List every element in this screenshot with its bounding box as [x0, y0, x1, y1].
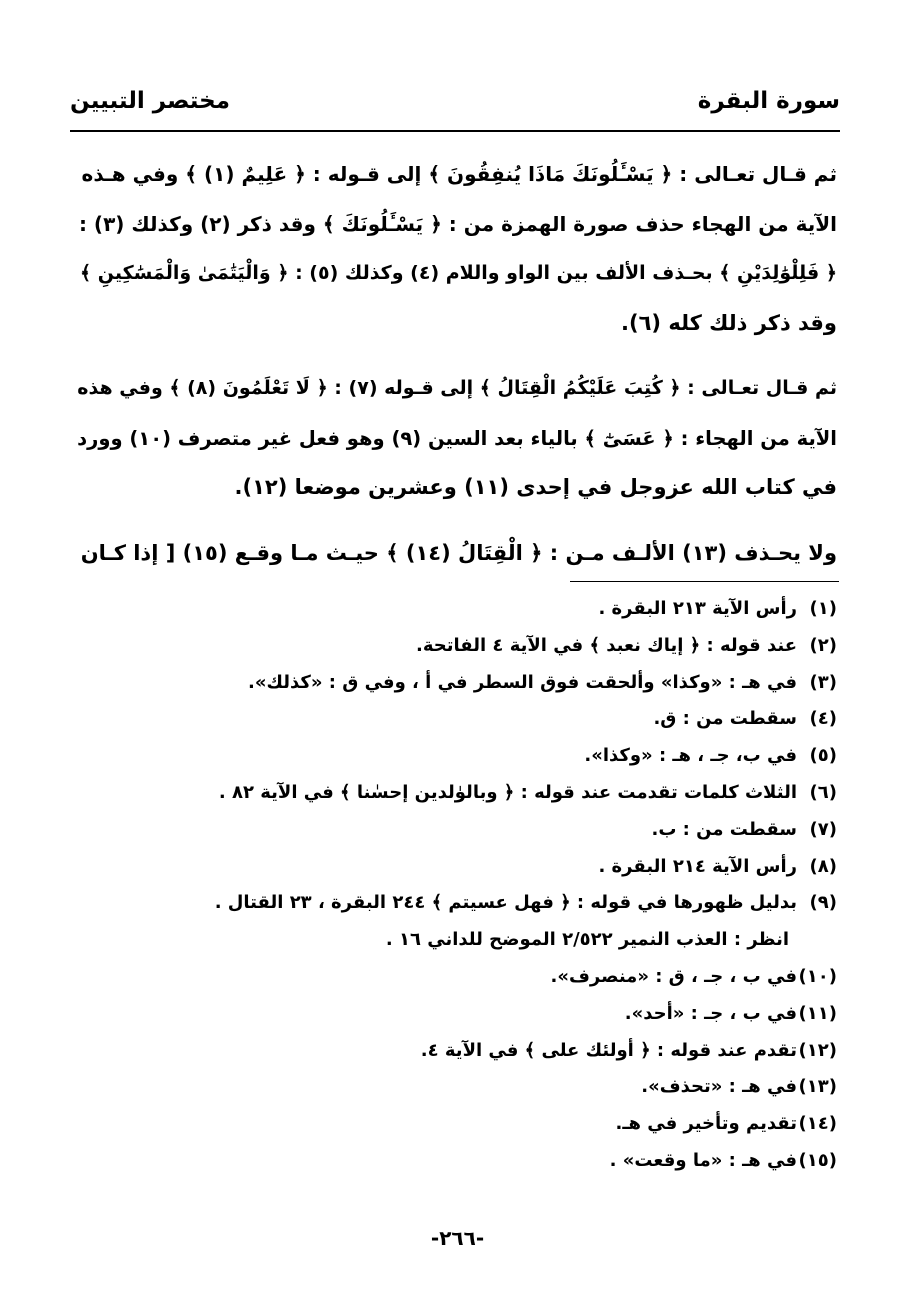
footnote-number: (٢): [809, 634, 837, 656]
paragraph: [75, 529, 837, 579]
footnote-text: في ب ، جـ : «أحد».: [624, 1002, 797, 1024]
text-line: في كتاب الله عزوجل في إحدى (١١) وعشرين موضعا (١٢).: [234, 475, 837, 499]
footnote-number: (١٣): [798, 1076, 837, 1098]
footnotes: [200, 591, 837, 1180]
footnote: [200, 812, 837, 849]
footnote-text: رأس الآية ٢١٣ البقرة .: [598, 598, 797, 619]
running-header: [70, 88, 840, 128]
footnote-number: (١٠): [798, 965, 837, 987]
footnote-text: في ب ، جـ ، ق : «منصرف».: [550, 965, 797, 987]
footnote-number: (١٤): [798, 1113, 837, 1135]
footnote-text: انظر : العذب النمير ٢/٥٢٢ الموضح للداني ١٦ .: [385, 929, 789, 951]
paragraph: [75, 364, 837, 513]
text-line: ولا يحـذف (١٣) الألـف مـن : ﴿ الْقِتَالُ (١٤) ﴾ حيـث مـا وقـع (١٥) [ إذا كـان: [80, 540, 837, 565]
footnote: [200, 1106, 837, 1143]
footnote: [200, 1143, 837, 1180]
footnote: [200, 1033, 837, 1070]
footnote-text: الثلاث كلمات تقدمت عند قوله : ﴿ وبالوٰلدين إحسٰنا ﴾ في الآية ٨٢ .: [218, 781, 797, 803]
footnote: [200, 885, 837, 922]
text-line: الآية من الهجاء : ﴿ عَسَىٰٓ ﴾ بالياء بعد السين (٩) وهو فعل غير متصرف (١٠) وورد: [77, 426, 837, 450]
header-rule: [70, 130, 840, 132]
text-line: ﴿ فَلِلْوَٰلِدَيْنِ ﴾ بحـذف الألف بين الواو واللام (٤) وكذلك (٥) : ﴿ وَالْيَتَٰمَىٰ وَالْمَسَٰكِينِ ﴾: [79, 262, 837, 284]
footnote-number: (٧): [809, 818, 837, 840]
footnote: [200, 591, 837, 628]
footnote: [200, 665, 837, 702]
footnote-text: تقدم عند قوله : ﴿ أولئك على ﴾ في الآية ٤.: [420, 1039, 797, 1061]
footnote-number: (١١): [798, 1002, 837, 1024]
footnote-text: في ب، جـ ، هـ : «وكذا».: [584, 745, 797, 767]
footnote-text: في هـ : «وكذا» وألحقت فوق السطر في أ ، وفي ق : «كذلك».: [248, 671, 797, 693]
paragraph: [75, 150, 837, 348]
footnote-text: عند قوله : ﴿ إياك نعبد ﴾ في الآية ٤ الفاتحة.: [416, 634, 797, 656]
text-line: ثم قـال تعـالى : ﴿ كُتِبَ عَلَيْكُمُ الْقِتَالُ ﴾ إلى قـوله (٧) : ﴿ لَا تَعْلَمُونَ (٨) ﴾ وفي هذه: [77, 377, 837, 399]
text-line: وقد ذكر ذلك كله (٦).: [621, 310, 837, 335]
footnote-continuation: [200, 922, 837, 959]
footnote: [200, 996, 837, 1033]
footnote-number: (٦): [809, 781, 837, 803]
footnote-text: سقطت من : ب.: [651, 818, 797, 840]
footnote-number: (١٥): [798, 1149, 837, 1171]
main-text: [75, 150, 837, 594]
footnote-number: (٩): [809, 892, 837, 914]
footnote: [200, 959, 837, 996]
footnote-number: (٣): [809, 671, 837, 693]
footnote: [200, 849, 837, 886]
footnote-text: بدليل ظهورها في قوله : ﴿ فهل عسيتم ﴾ ٢٤٤ البقرة ، ٢٣ القتال .: [214, 892, 797, 914]
footnote-separator: [570, 581, 839, 582]
footnote-number: (٨): [809, 855, 837, 877]
footnote: [200, 701, 837, 738]
footnote-number: (٤): [809, 708, 837, 730]
book-title: مختصر التبيين: [70, 88, 230, 114]
footnote: [200, 628, 837, 665]
footnote-number: (١٢): [798, 1039, 837, 1061]
footnote: [200, 775, 837, 812]
footnote-text: سقطت من : ق.: [653, 708, 797, 730]
footnote-text: رأس الآية ٢١٤ البقرة .: [598, 855, 797, 877]
footnote-text: في هـ : «ما وقعت» .: [609, 1149, 797, 1171]
text-line: ثم قـال تعـالى : ﴿ يَسْـَٔلُونَكَ مَاذَا يُنفِقُونَ ﴾ إلى قـوله : ﴿ عَلِيمٌ (١) ﴾ وفي هـذه: [81, 162, 837, 186]
text-line: الآية من الهجاء حذف صورة الهمزة من : ﴿ يَسْـَٔلُونَكَ ﴾ وقد ذكر (٢) وكذلك (٣) :: [78, 211, 837, 236]
footnote-number: (٥): [809, 745, 837, 767]
footnote: [200, 738, 837, 775]
footnote-text: تقديم وتأخير في هـ.: [615, 1113, 797, 1135]
footnote-number: (١): [809, 598, 837, 619]
footnote-text: في هـ : «تحذف».: [641, 1076, 797, 1098]
surah-title: سورة البقرة: [697, 88, 840, 114]
page-number: -٢٦٦-: [430, 1226, 485, 1250]
footnote: [200, 1069, 837, 1106]
